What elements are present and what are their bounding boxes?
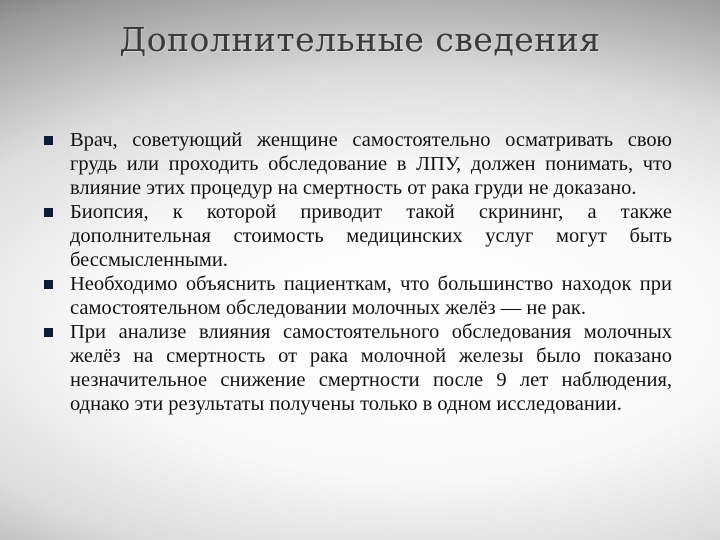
square-bullet-icon xyxy=(44,328,53,337)
bullet-list xyxy=(44,128,672,416)
bullet-text: Врач, советующий женщине самостоятельно осматривать свою грудь или проходить обследование в ЛПУ, должен понимать, что влияние этих процедур на смертность от рака груди не доказано. xyxy=(70,129,672,199)
square-bullet-icon xyxy=(44,136,53,145)
square-bullet-icon xyxy=(44,208,53,217)
bullet-item xyxy=(44,272,672,320)
bullet-item xyxy=(44,200,672,272)
bullet-item xyxy=(44,320,672,416)
bullet-text: При анализе влияния самостоятельного обследования молочных желёз на смертность от рака молочной железы было показано незначительное снижение смертности после 9 лет наблюдения, однако эти результаты получены только в одном исследовании. xyxy=(70,321,672,415)
bullet-item xyxy=(44,128,672,200)
bullet-text: Биопсия, к которой приводит такой скрининг, а также дополнительная стоимость медицинских услуг могут быть бессмысленными. xyxy=(70,201,672,271)
slide-title: Дополнительные сведения xyxy=(119,20,601,59)
square-bullet-icon xyxy=(44,280,53,289)
bullet-text: Необходимо объяснить пациенткам, что большинство находок при самостоятельном обследовании молочных желёз — не рак. xyxy=(70,273,672,319)
